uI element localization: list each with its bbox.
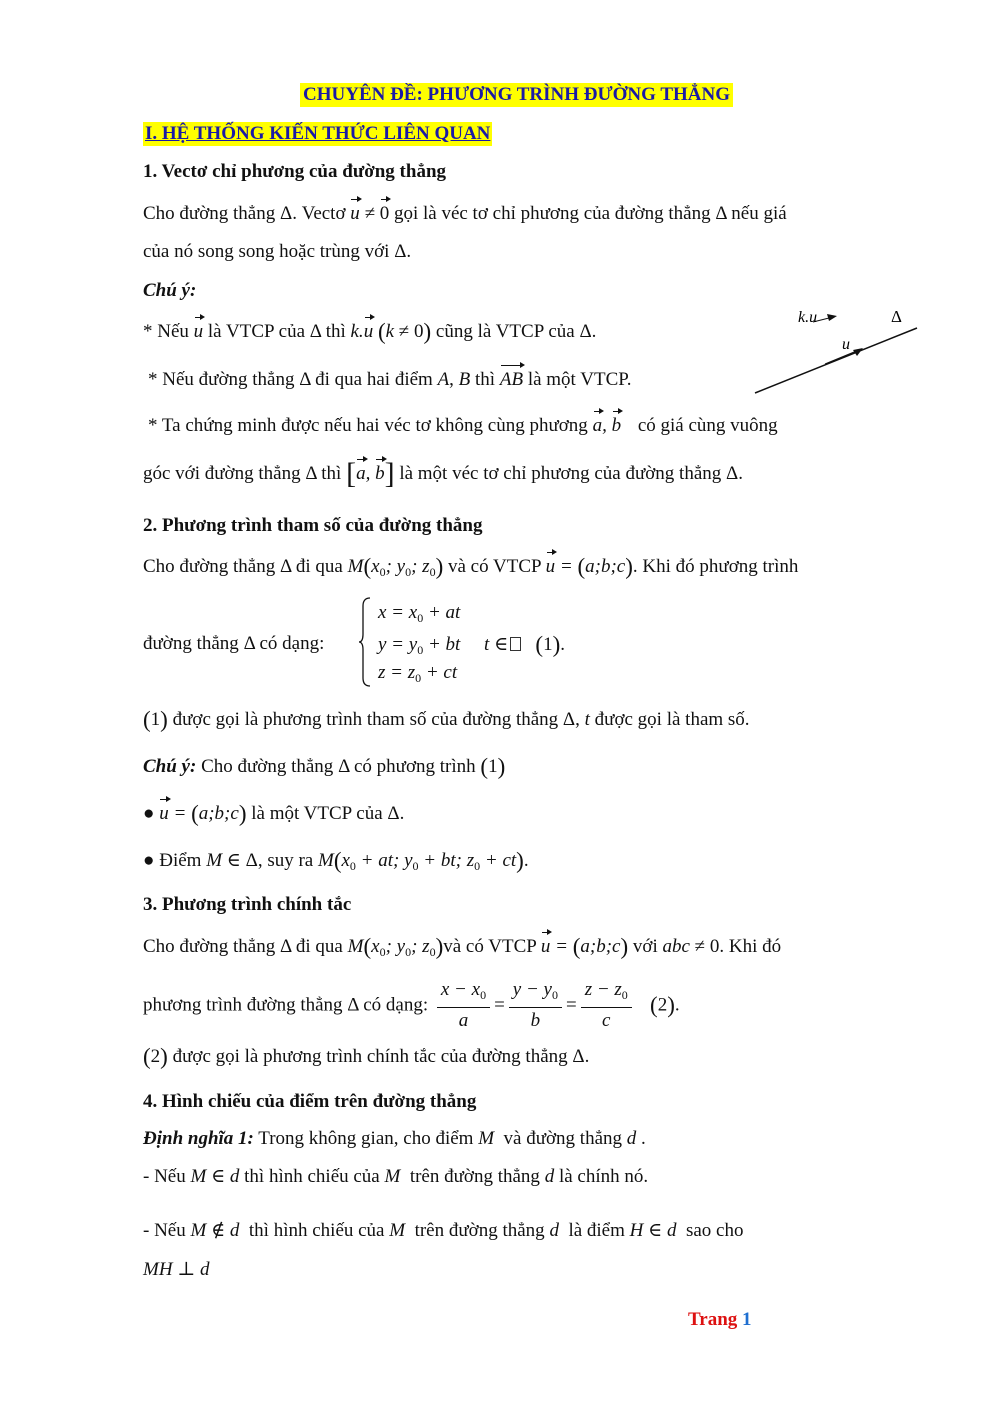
note-line-1: * Nếu u là VTCP của Δ thì k.u (k ≠ 0) cũng là VTCP của Δ. [143,319,597,344]
paragraph-5: phương trình đường thẳng Δ có dạng: $\frac{x - x_0}{a}$ = $\frac{y - y_0}{b}$ = $\frac{z - z_0}{c}$ (2). [143,979,680,1031]
vector-u-arrowhead [853,348,863,356]
paragraph-4: Cho đường thẳng Δ đi qua $M(x_0$; $y_0$; $z_0)và$ có VTCP u = (a;b;c) với abc ≠ 0. Khi đó [143,934,782,959]
note-line-2: * Nếu đường thẳng Δ đi qua hai điểm A, B thì AB là một VTCP. [148,369,632,390]
delta-line [755,328,917,393]
label-u: u [842,336,850,353]
definition-1: Định nghĩa 1: Trong không gian, cho điểm M và đường thẳng d . [143,1128,646,1149]
rule-2: - Nếu M ∉ d thì hình chiếu của M trên đường thẳng d là điểm H ∈ d sao cho [143,1220,744,1241]
bullet-1: ● u = (a;b;c) là một VTCP của Δ. [143,801,405,826]
page-footer [688,1309,752,1331]
page-number: 1 [742,1309,752,1330]
footer-label: Trang [688,1309,738,1330]
note-label: Chú ý: [143,280,197,301]
rule-1: - Nếu M ∈ d thì hình chiếu của M trên đường thẳng d là chính nó. [143,1166,649,1187]
paragraph-2-line-1: Cho đường thẳng Δ đi qua $M(x_0$; $y_0$; $z_0$) và có VTCP u = (a;b;c). Khi đó phương trình [143,554,799,579]
document-title: CHUYÊN ĐỀ: PHƯƠNG TRÌNH ĐƯỜNG THẲNG [300,83,733,107]
label-ku: k.u [798,309,818,326]
paragraph-2-line-2: đường thẳng Δ có dạng: [143,633,325,654]
note-4: Chú ý: Cho đường thẳng Δ có phương trình (1) [143,754,506,779]
note-line-4: góc với đường thẳng Δ thì [a, b] là một véc tơ chỉ phương của đường thẳng Δ. [143,457,743,490]
label-delta: Δ [891,307,902,326]
heading-2: 2. Phương trình tham số của đường thẳng [143,515,483,536]
heading-3: 3. Phương trình chính tắc [143,894,352,915]
paragraph-3: (1) được gọi là phương trình tham số của đường thẳng Δ, t được gọi là tham số. [143,707,750,732]
bullet-2: ● Điểm M ∈ Δ, suy ra $M(x_0$ + at; $y_0$ + bt; $z_0 + ct$). [143,848,529,873]
rule-2-cont: MH ⊥ d [143,1259,210,1280]
vector-ku-arrowhead [827,314,837,321]
heading-1: 1. Vectơ chỉ phương của đường thẳng [143,161,447,182]
section-heading-1: I. HỆ THỐNG KIẾN THỨC LIÊN QUAN [145,123,491,144]
paragraph-1-line-2: của nó song song hoặc trùng với Δ. [143,241,412,262]
direction-vector-figure [745,300,925,400]
paragraph-6: (2) được gọi là phương trình chính tắc của đường thẳng Δ. [143,1044,590,1069]
system-brace [358,596,372,688]
note-line-3: * Ta chứng minh được nếu hai véc tơ không cùng phương a, b có giá cùng vuông [148,415,778,436]
heading-4: 4. Hình chiếu của điểm trên đường thẳng [143,1091,477,1112]
paragraph-1-line-1: Cho đường thẳng Δ. Vectơ u ≠ 0 gọi là véc tơ chỉ phương của đường thẳng Δ nếu giá [143,203,787,224]
